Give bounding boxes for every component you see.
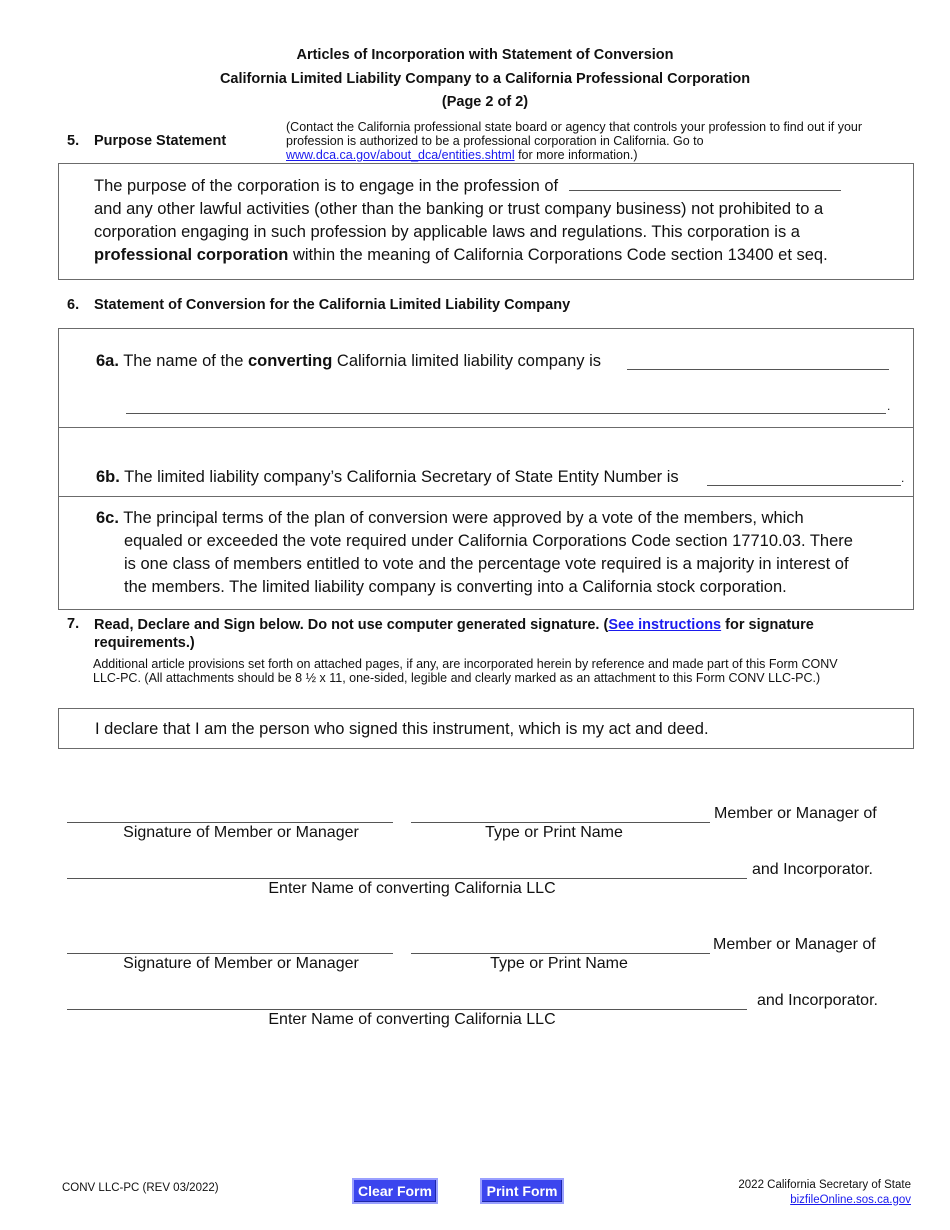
page-indicator: (Page 2 of 2)	[441, 94, 529, 110]
purpose-line: within the meaning of California Corporations Code section 13400 et seq.	[288, 246, 828, 264]
copyright: 2022 California Secretary of State	[738, 1179, 911, 1191]
print-name-field[interactable]	[411, 822, 710, 823]
section-5-title: Purpose Statement	[94, 133, 227, 149]
signature-field[interactable]	[67, 953, 393, 954]
section-6-title: Statement of Conversion for the California Limited Liability Company	[94, 297, 571, 313]
purpose-line: The purpose of the corporation is to engage in the profession of	[94, 177, 559, 195]
section-7-title-text: requirements.)	[94, 635, 195, 651]
item-6c-text: The principal terms of the plan of conversion were approved by a vote of the members, which	[118, 509, 804, 527]
form-title: Articles of Incorporation with Statement of Conversion	[296, 47, 674, 63]
llc-name-field-line1[interactable]	[627, 369, 889, 370]
form-revision: CONV LLC-PC (REV 03/2022)	[62, 1182, 219, 1194]
item-6c	[96, 507, 896, 599]
signature-label: Signature of Member or Manager	[123, 824, 359, 841]
note-tail: for more information.)	[514, 148, 638, 162]
section-7-title-text: Read, Declare and Sign below. Do not use computer generated signature. (	[94, 617, 609, 633]
item-6b	[96, 466, 679, 489]
provisions-line: Additional article provisions set forth on attached pages, if any, are incorporated herein by reference and made part of this Form CONV	[93, 657, 838, 671]
purpose-bold: professional corporation	[94, 246, 289, 264]
llc-name-label: Enter Name of converting California LLC	[268, 1011, 556, 1028]
section-6-number: 6.	[67, 297, 80, 313]
item-6b-text: The limited liability company’s California Secretary of State Entity Number is	[119, 468, 679, 486]
note-line	[286, 148, 906, 162]
period: .	[901, 471, 905, 485]
purpose-line: and any other lawful activities (other than the banking or trust company business) not prohibited to a	[94, 200, 824, 218]
entity-number-field[interactable]	[707, 485, 901, 486]
incorporator-label: and Incorporator.	[757, 992, 878, 1009]
divider	[59, 496, 913, 497]
item-6c-label: 6c.	[96, 509, 119, 527]
section-5-note	[286, 120, 906, 162]
llc-name-field-line2[interactable]	[126, 413, 886, 414]
item-6a-text: California limited liability company is	[332, 352, 602, 370]
form-subtitle: California Limited Liability Company to a California Professional Corporation	[219, 71, 751, 87]
item-6c-text: equaled or exceeded the vote required under California Corporations Code section 17710.03. There	[124, 532, 853, 550]
additional-provisions	[93, 657, 913, 685]
print-name-field[interactable]	[411, 953, 710, 954]
signature-label: Signature of Member or Manager	[123, 955, 359, 972]
member-manager-label: Member or Manager of	[713, 936, 876, 953]
incorporator-label: and Incorporator.	[752, 861, 873, 878]
item-6a-text: The name of the	[118, 352, 248, 370]
dca-link[interactable]: www.dca.ca.gov/about_dca/entities.shtml	[286, 148, 515, 162]
conversion-box	[58, 328, 914, 610]
signature-field[interactable]	[67, 822, 393, 823]
period: .	[887, 399, 891, 413]
purpose-text	[94, 175, 904, 267]
print-form-button[interactable]: Print Form	[480, 1178, 564, 1204]
section-7-title	[94, 616, 894, 652]
purpose-line: corporation engaging in such profession by applicable laws and regulations. This corporation is a	[94, 223, 800, 241]
llc-name-field[interactable]	[67, 878, 747, 879]
section-7-title-text: for signature	[721, 617, 814, 633]
profession-field[interactable]	[569, 190, 841, 191]
item-6a	[96, 350, 601, 373]
item-6c-text: the members. The limited liability company is converting into a California stock corporation.	[124, 578, 787, 596]
note-line: (Contact the California professional state board or agency that controls your profession to find out if your	[286, 120, 863, 134]
print-name-label: Type or Print Name	[485, 824, 623, 841]
section-7-number: 7.	[67, 616, 80, 632]
item-6a-bold: converting	[247, 352, 333, 370]
declaration-text: I declare that I am the person who signed this instrument, which is my act and deed.	[95, 720, 709, 738]
provisions-line: LLC-PC. (All attachments should be 8 ½ x 11, one-sided, legible and clearly marked as an attachment to this Form CONV LLC-PC.)	[93, 671, 821, 685]
see-instructions-link[interactable]: See instructions	[608, 617, 722, 633]
item-6b-label: 6b.	[96, 468, 120, 486]
note-line: profession is authorized to be a professional corporation in California. Go to	[286, 134, 704, 148]
print-name-label: Type or Print Name	[490, 955, 628, 972]
divider	[59, 427, 913, 428]
llc-name-field[interactable]	[67, 1009, 747, 1010]
footer-right	[700, 1178, 911, 1208]
llc-name-label: Enter Name of converting California LLC	[268, 880, 556, 897]
purpose-box	[58, 163, 914, 280]
clear-form-button[interactable]: Clear Form	[352, 1178, 438, 1204]
declaration-box	[58, 708, 914, 749]
section-5-number: 5.	[67, 133, 80, 149]
item-6c-text: is one class of members entitled to vote and the percentage vote required is a majority in interest of	[124, 555, 849, 573]
item-6a-label: 6a.	[96, 352, 119, 370]
member-manager-label: Member or Manager of	[714, 805, 877, 822]
bizfile-link[interactable]: bizfileOnline.sos.ca.gov	[790, 1194, 911, 1206]
